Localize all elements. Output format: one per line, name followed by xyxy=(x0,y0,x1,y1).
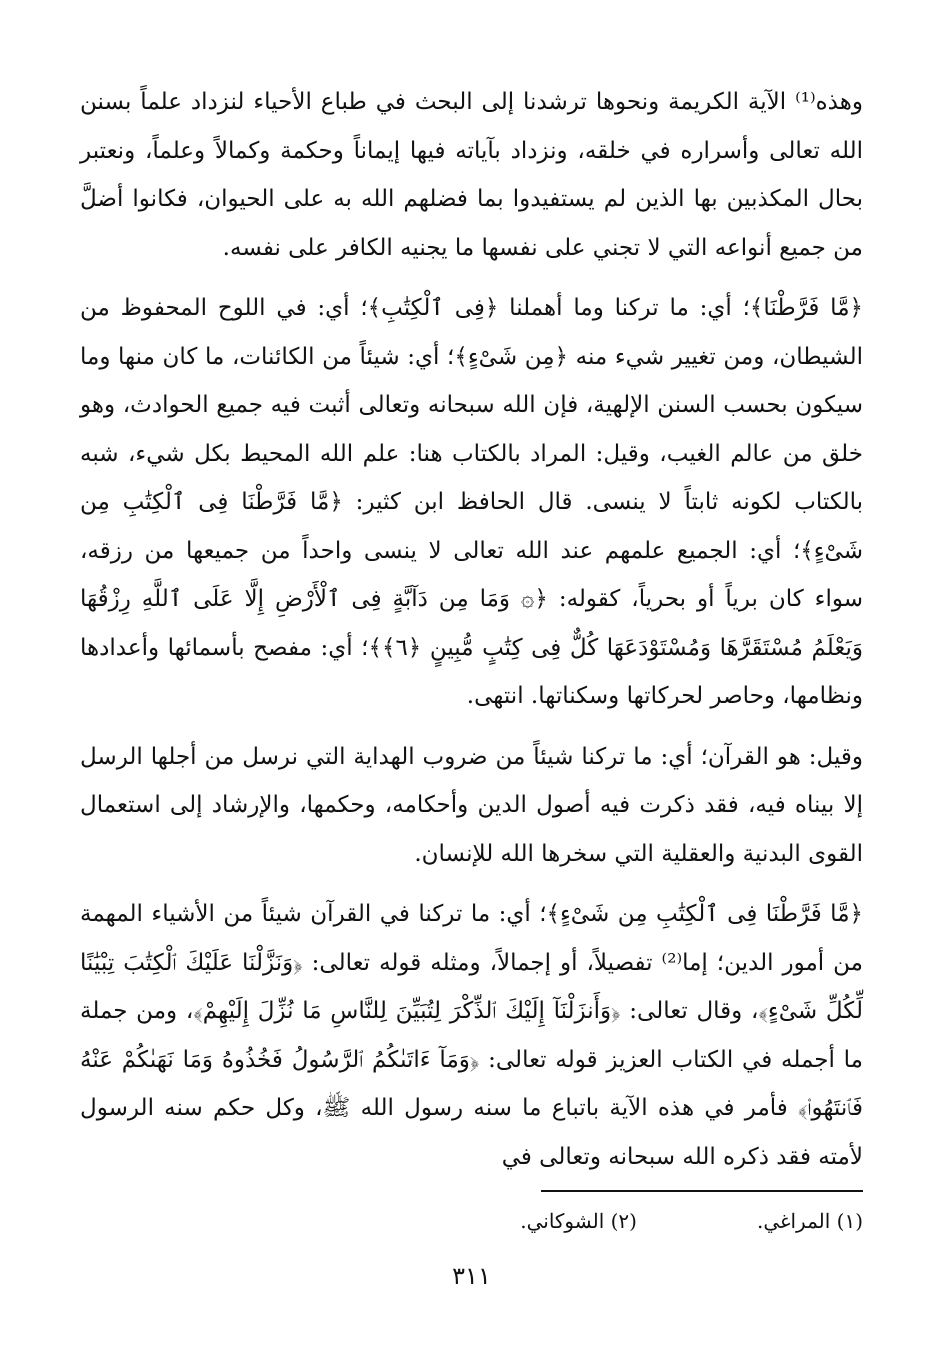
footnote-1: (١) المراغي. xyxy=(756,1209,863,1233)
paragraph-3: وقيل: هو القرآن؛ أي: ما تركنا شيئاً من ضروب الهداية التي نرسل من أجلها الرسل إلا بيناه فيه، فقد ذكرت فيه أصول الدين وأحكامه، وحكمها، والإرشاد إلى استعمال القوى البدنية والعقلية التي سخرها الله للإنسان. xyxy=(80,743,863,867)
footnote-divider xyxy=(541,1190,863,1192)
page-body xyxy=(80,78,863,1181)
footnote-2: (٢) الشوكاني. xyxy=(520,1209,637,1233)
paragraph-4: ﴿مَّا فَرَّطْنَا فِى ٱلْكِتَٰبِ مِن شَىْءٍ﴾؛ أي: ما تركنا في القرآن شيئاً من الأشياء المهمة من أمور الدين؛ إما⁽²⁾ تفصيلاً، أو إجمالاً، ومثله قوله تعالى: ﴿وَنَزَّلْنَا عَلَيْكَ ٱلْكِتَٰبَ تِبْيَٰنًا لِّكُلِّ شَىْءٍ﴾، وقال تعالى: ﴿وَأَنزَلْنَآ إِلَيْكَ ٱلذِّكْرَ لِتُبَيِّنَ لِلنَّاسِ مَا نُزِّلَ إِلَيْهِمْ﴾، ومن جملة ما أجمله في الكتاب العزيز قوله تعالى: ﴿وَمَآ ءَاتَىٰكُمُ ٱلرَّسُولُ فَخُذُوهُ وَمَا نَهَىٰكُمْ عَنْهُ فَٱنتَهُوا۟﴾ فأمر في هذه الآية باتباع ما سنه رسول الله ﷺ، وكل حكم سنه الرسول لأمته فقد ذكره الله سبحانه وتعالى في xyxy=(80,901,863,1170)
footnotes xyxy=(80,1205,863,1237)
paragraph-1: وهذه⁽¹⁾ الآية الكريمة ونحوها ترشدنا إلى البحث في طباع الأحياء لنزداد علماً بسنن الله تعالى وأسراره في خلقه، ونزداد بآياته فيها إيماناً وحكمة وكمالاً وعلماً، ونعتبر بحال المكذبين بها الذين لم يستفيدوا بما فضلهم الله به على الحيوان، فكانوا أضلَّ من جميع أنواعه التي لا تجني على نفسها ما يجنيه الكافر على نفسه. xyxy=(80,89,863,261)
page-number: ٣١١ xyxy=(452,1262,491,1290)
paragraph-2: ﴿مَّا فَرَّطْنَا﴾؛ أي: ما تركنا وما أهملنا ﴿فِى ٱلْكِتَٰبِ﴾؛ أي: في اللوح المحفوظ من الشيطان، ومن تغيير شيء منه ﴿مِن شَىْءٍ﴾؛ أي: شيئاً من الكائنات، ما كان منها وما سيكون بحسب السنن الإلهية، فإن الله سبحانه وتعالى أثبت فيه جميع الحوادث، وهو خلق من عالم الغيب، وقيل: المراد بالكتاب هنا: علم الله المحيط بكل شيء، شبه بالكتاب لكونه ثابتاً لا ينسى. قال الحافظ ابن كثير: ﴿مَّا فَرَّطْنَا فِى ٱلْكِتَٰبِ مِن شَىْءٍ﴾؛ أي: الجميع علمهم عند الله تعالى لا ينسى واحداً من جميعها من رزقه، سواء كان برياً أو بحرياً، كقوله: ﴿۞ وَمَا مِن دَآبَّةٍ فِى ٱلْأَرْضِ إِلَّا عَلَى ٱللَّهِ رِزْقُهَا وَيَعْلَمُ مُسْتَقَرَّهَا وَمُسْتَوْدَعَهَا كُلٌّ فِى كِتَٰبٍ مُّبِينٍ ﴿٦﴾﴾؛ أي: مفصح بأسمائها وأعدادها ونظامها، وحاصر لحركاتها وسكناتها. انتهى. xyxy=(80,295,863,709)
